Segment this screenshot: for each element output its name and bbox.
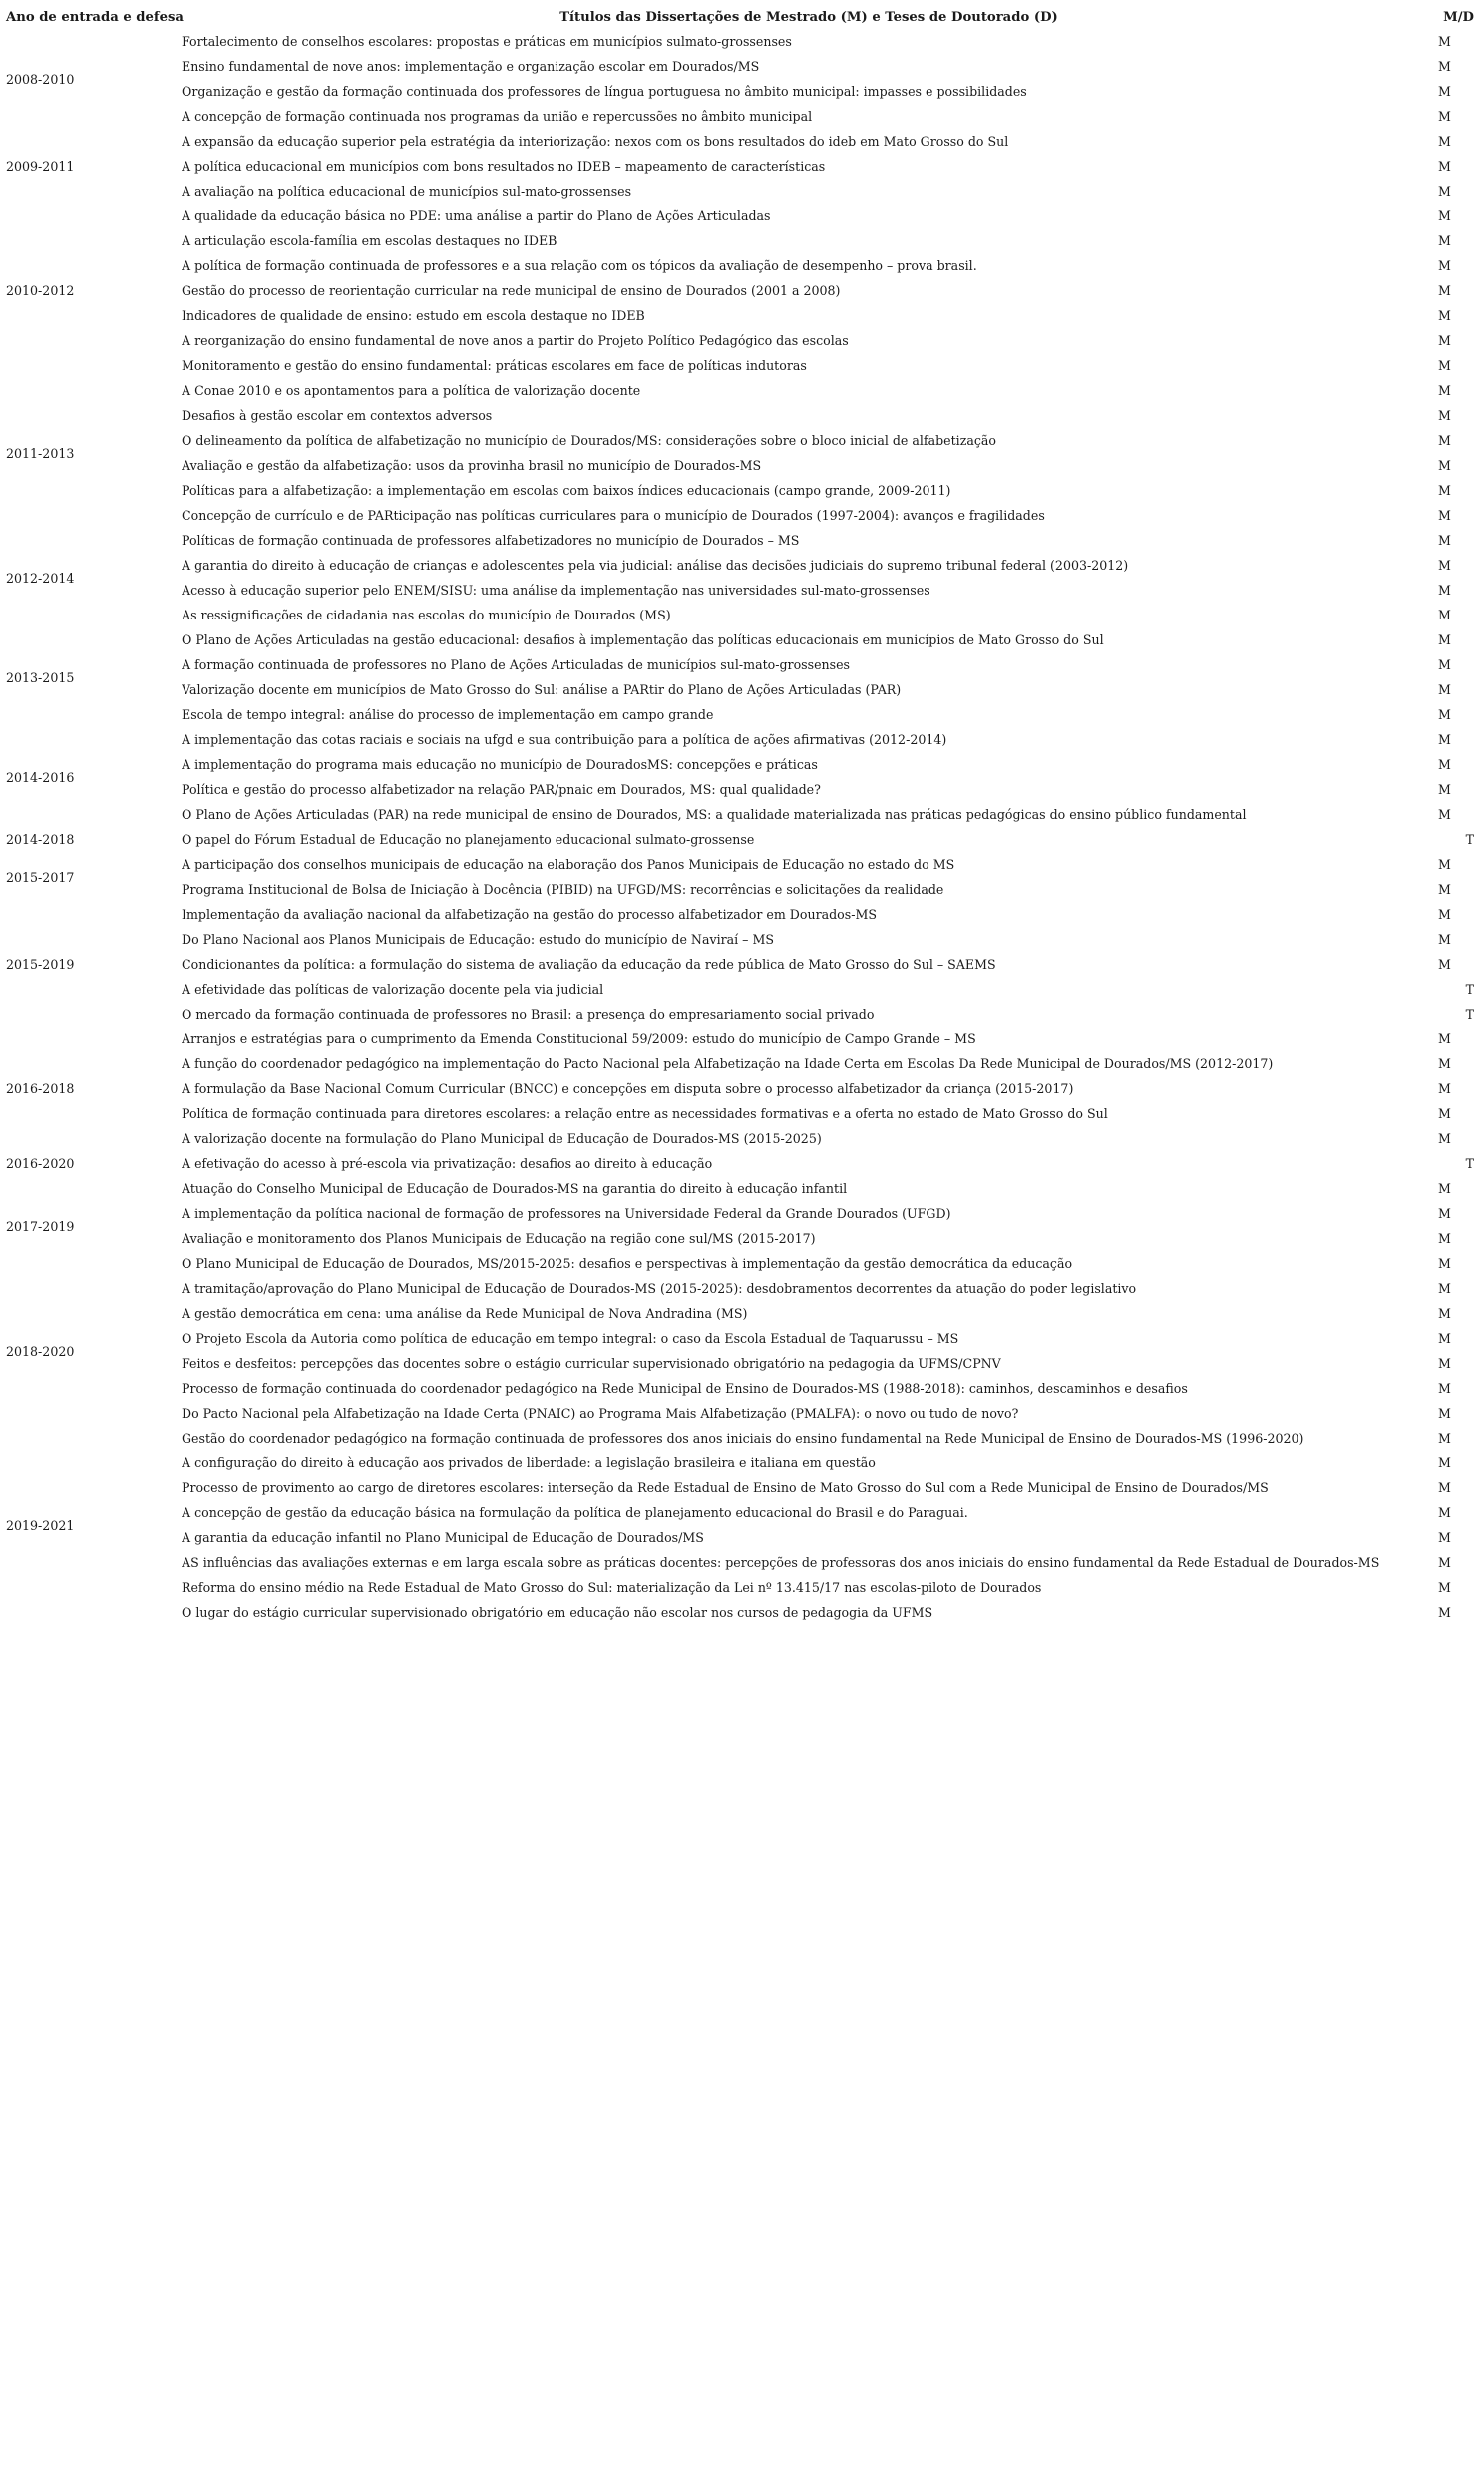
degree-type-cell: M [1438, 957, 1451, 972]
degree-type-cell: M [1438, 1530, 1451, 1545]
degree-type-cell: M [1438, 1406, 1451, 1421]
table-row [6, 1426, 1478, 1450]
title-cell: Avaliação e gestão da alfabetização: usos da provinha brasil no município de Dourados-MS [182, 458, 762, 473]
table-row [6, 1226, 1478, 1251]
title-cell: Processo de provimento ao cargo de diretores escolares: interseção da Rede Estadual de Ensino de Mato Grosso do Sul com a Rede Municipal de Ensino de Dourados/MS [182, 1480, 1269, 1495]
degree-type-cell: M [1438, 258, 1451, 273]
degree-type-cell: M [1438, 1455, 1451, 1470]
degree-type-cell: M [1438, 1381, 1451, 1396]
degree-type-cell: M [1438, 308, 1451, 323]
degree-type-cell: M [1438, 932, 1451, 947]
year-cell: 2017-2019 [6, 1218, 75, 1234]
degree-type-cell: M [1438, 84, 1451, 99]
table-row [6, 578, 1478, 603]
table-row [6, 1151, 1478, 1176]
degree-type-cell: M [1438, 1555, 1451, 1570]
title-cell: Acesso à educação superior pelo ENEM/SISU: uma análise da implementação nas universidades sul-mato-grossenses [182, 583, 930, 598]
degree-type-cell: M [1438, 757, 1451, 772]
title-cell: A gestão democrática em cena: uma análise da Rede Municipal de Nova Andradina (MS) [182, 1306, 748, 1321]
year-cell: 2015-2017 [6, 869, 75, 885]
degree-type-cell: M [1438, 1431, 1451, 1445]
year-cell: 2016-2020 [6, 1156, 75, 1171]
title-cell: A qualidade da educação básica no PDE: uma análise a partir do Plano de Ações Articuladas [182, 208, 771, 223]
table-row [6, 877, 1478, 902]
degree-type-cell: M [1438, 558, 1451, 573]
title-cell: Política e gestão do processo alfabetizador na relação PAR/pnaic em Dourados, MS: qual qualidade? [182, 782, 821, 797]
table-row [6, 54, 1478, 79]
title-cell: A política educacional em municípios com bons resultados no IDEB – mapeamento de características [182, 159, 826, 174]
degree-type-cell: M [1438, 1580, 1451, 1595]
table-row [6, 927, 1478, 952]
degree-type-cell: M [1438, 159, 1451, 174]
degree-type-cell: M [1438, 1056, 1451, 1071]
degree-type-cell: M [1438, 632, 1451, 647]
degree-type-cell: M [1438, 682, 1451, 697]
table-row [6, 29, 1478, 54]
table-row [6, 129, 1478, 154]
table-row [6, 478, 1478, 503]
degree-type-cell: M [1438, 807, 1451, 822]
table-row [6, 852, 1478, 877]
degree-type-cell: M [1438, 134, 1451, 149]
degree-type-cell: M [1438, 1106, 1451, 1121]
table-row [6, 453, 1478, 478]
title-cell: Do Plano Nacional aos Planos Municipais de Educação: estudo do município de Naviraí – MS [182, 932, 774, 947]
title-cell: A participação dos conselhos municipais de educação na elaboração dos Panos Municipais de Educação no estado do MS [182, 857, 955, 872]
table-row [6, 1251, 1478, 1276]
title-cell: A articulação escola-família em escolas destaques no IDEB [182, 233, 557, 248]
table-row [6, 428, 1478, 453]
title-cell: Atuação do Conselho Municipal de Educação de Dourados-MS na garantia do direito à educação infantil [182, 1181, 848, 1196]
dissertations-table [6, 5, 1478, 1625]
table-row [6, 1475, 1478, 1500]
title-cell: O Plano de Ações Articuladas na gestão educacional: desafios à implementação das políticas educacionais em municípios de Mato Grosso do Sul [182, 632, 1104, 647]
title-cell: A implementação das cotas raciais e sociais na ufgd e sua contribuição para a política de ações afirmativas (2012-2014) [182, 732, 947, 747]
degree-type-cell: M [1438, 59, 1451, 74]
title-cell: A Conae 2010 e os apontamentos para a política de valorização docente [182, 383, 641, 398]
year-cell: 2015-2019 [6, 957, 75, 972]
title-cell: Concepção de currículo e de PARticipação nas políticas curriculares para o município de Dourados (1997-2004): avanços e fragilidades [182, 508, 1045, 523]
table-row [6, 1575, 1478, 1600]
title-cell: A efetivação do acesso à pré-escola via privatização: desafios ao direito à educação [182, 1156, 713, 1171]
degree-type-cell: M [1438, 1206, 1451, 1221]
title-cell: A formulação da Base Nacional Comum Curricular (BNCC) e concepções em disputa sobre o processo alfabetizador da criança (2015-2017) [182, 1081, 1074, 1096]
title-cell: A efetividade das políticas de valorização docente pela via judicial [182, 982, 604, 997]
table-row [6, 1376, 1478, 1401]
title-cell: Programa Institucional de Bolsa de Iniciação à Docência (PIBID) na UFGD/MS: recorrências e solicitações da realidade [182, 882, 944, 897]
table-row [6, 204, 1478, 228]
table-row [6, 1351, 1478, 1376]
degree-type-cell: T [1465, 1156, 1474, 1171]
table-body [6, 29, 1478, 1625]
table-row [6, 1002, 1478, 1027]
table-row [6, 1301, 1478, 1326]
title-cell: A valorização docente na formulação do Plano Municipal de Educação de Dourados-MS (2015-2025) [182, 1131, 822, 1146]
title-cell: A função do coordenador pedagógico na implementação do Pacto Nacional pela Alfabetização na Idade Certa em Escolas Da Rede Municipal de Dourados/MS (2012-2017) [182, 1056, 1274, 1071]
title-cell: A avaliação na política educacional de municípios sul-mato-grossenses [182, 184, 632, 199]
title-cell: Fortalecimento de conselhos escolares: propostas e práticas em municípios sulmato-grossenses [182, 34, 792, 49]
table-row [6, 553, 1478, 578]
table-row [6, 1401, 1478, 1426]
title-cell: A concepção de formação continuada nos programas da união e repercussões no âmbito municipal [182, 109, 813, 124]
table-row [6, 777, 1478, 802]
table-row [6, 902, 1478, 927]
table-row [6, 303, 1478, 328]
title-cell: A reorganização do ensino fundamental de nove anos a partir do Projeto Político Pedagógico das escolas [182, 333, 849, 348]
degree-type-cell: M [1438, 882, 1451, 897]
title-cell: Avaliação e monitoramento dos Planos Municipais de Educação na região cone sul/MS (2015-2017) [182, 1231, 816, 1246]
degree-type-cell: M [1438, 1131, 1451, 1146]
title-cell: AS influências das avaliações externas e em larga escala sobre as práticas docentes: percepções de professoras dos anos iniciais do ensino fundamental da Rede Estadual de Dourados-MS [182, 1555, 1380, 1570]
degree-type-cell: M [1438, 707, 1451, 722]
degree-type-cell: M [1438, 1231, 1451, 1246]
table-row [6, 603, 1478, 627]
year-cell: 2018-2020 [6, 1343, 75, 1359]
degree-type-cell: M [1438, 408, 1451, 423]
title-cell: O lugar do estágio curricular supervisionado obrigatório em educação não escolar nos cursos de pedagogia da UFMS [182, 1605, 933, 1620]
table-row [6, 253, 1478, 278]
year-cell: 2011-2013 [6, 445, 75, 461]
table-row [6, 827, 1478, 852]
year-cell: 2009-2011 [6, 159, 75, 174]
header-md: M/D [1443, 9, 1474, 25]
degree-type-cell: M [1438, 508, 1451, 523]
degree-type-cell: M [1438, 358, 1451, 373]
title-cell: A implementação da política nacional de formação de professores na Universidade Federal da Grande Dourados (UFGD) [182, 1206, 951, 1221]
table-row [6, 179, 1478, 204]
degree-type-cell: M [1438, 657, 1451, 672]
table-row [6, 727, 1478, 752]
table-row [6, 1550, 1478, 1575]
header-row [6, 5, 1478, 29]
degree-type-cell: M [1438, 907, 1451, 922]
title-cell: Ensino fundamental de nove anos: implementação e organização escolar em Dourados/MS [182, 59, 760, 74]
title-cell: Processo de formação continuada do coordenador pedagógico na Rede Municipal de Ensino de Dourados-MS (1988-2018): caminhos, descaminhos e desafios [182, 1381, 1188, 1396]
degree-type-cell: M [1438, 233, 1451, 248]
year-cell: 2014-2018 [6, 832, 75, 847]
table-row [6, 1500, 1478, 1525]
title-cell: A tramitação/aprovação do Plano Municipal de Educação de Dourados-MS (2015-2025): desdobramentos decorrentes da atuação do poder legislativo [182, 1281, 1137, 1296]
degree-type-cell: M [1438, 483, 1451, 498]
title-cell: Monitoramento e gestão do ensino fundamental: práticas escolares em face de políticas indutoras [182, 358, 807, 373]
title-cell: Organização e gestão da formação continuada dos professores de língua portuguesa no âmbito municipal: impasses e possibilidades [182, 84, 1027, 99]
degree-type-cell: M [1438, 208, 1451, 223]
degree-type-cell: M [1438, 1032, 1451, 1046]
header-year: Ano de entrada e defesa [6, 9, 184, 25]
title-cell: A expansão da educação superior pela estratégia da interiorização: nexos com os bons resultados do ideb em Mato Grosso do Sul [182, 134, 1009, 149]
title-cell: O Projeto Escola da Autoria como política de educação em tempo integral: o caso da Escola Estadual de Taquarussu – MS [182, 1331, 959, 1346]
year-cell: 2016-2018 [6, 1081, 75, 1096]
degree-type-cell: M [1438, 608, 1451, 622]
table-row [6, 1051, 1478, 1076]
title-cell: A formação continuada de professores no Plano de Ações Articuladas de municípios sul-mato-grossenses [182, 657, 851, 672]
year-cell: 2019-2021 [6, 1517, 75, 1533]
title-cell: As ressignificações de cidadania nas escolas do município de Dourados (MS) [182, 608, 671, 622]
degree-type-cell: T [1465, 832, 1474, 847]
degree-type-cell: M [1438, 433, 1451, 448]
table-row [6, 627, 1478, 652]
year-cell: 2012-2014 [6, 570, 75, 586]
title-cell: A política de formação continuada de professores e a sua relação com os tópicos da avaliação de desempenho – prova brasil. [182, 258, 977, 273]
year-cell: 2014-2016 [6, 769, 75, 785]
table-row [6, 353, 1478, 378]
degree-type-cell: M [1438, 1281, 1451, 1296]
degree-type-cell: M [1438, 583, 1451, 598]
degree-type-cell: M [1438, 383, 1451, 398]
degree-type-cell: M [1438, 283, 1451, 298]
title-cell: Valorização docente em municípios de Mato Grosso do Sul: análise a PARtir do Plano de Ações Articuladas (PAR) [182, 682, 902, 697]
table-row [6, 1600, 1478, 1625]
degree-type-cell: M [1438, 1081, 1451, 1096]
table-row [6, 378, 1478, 403]
title-cell: O mercado da formação continuada de professores no Brasil: a presença do empresariamento social privado [182, 1007, 875, 1022]
table-row [6, 528, 1478, 553]
table-row [6, 228, 1478, 253]
degree-type-cell: M [1438, 1605, 1451, 1620]
degree-type-cell: M [1438, 109, 1451, 124]
title-cell: Indicadores de qualidade de ensino: estudo em escola destaque no IDEB [182, 308, 645, 323]
table-row [6, 1450, 1478, 1475]
table-row [6, 1027, 1478, 1051]
title-cell: Condicionantes da política: a formulação do sistema de avaliação da educação da rede pública de Mato Grosso do Sul – SAEMS [182, 957, 996, 972]
table-row [6, 1101, 1478, 1126]
table-row [6, 328, 1478, 353]
degree-type-cell: M [1438, 34, 1451, 49]
degree-type-cell: M [1438, 1256, 1451, 1271]
degree-type-cell: M [1438, 732, 1451, 747]
table-row [6, 652, 1478, 677]
table-row [6, 503, 1478, 528]
title-cell: A concepção de gestão da educação básica na formulação da política de planejamento educacional do Brasil e do Paraguai. [182, 1505, 968, 1520]
degree-type-cell: T [1465, 1007, 1474, 1022]
degree-type-cell: T [1465, 982, 1474, 997]
title-cell: Feitos e desfeitos: percepções das docentes sobre o estágio curricular supervisionado obrigatório na pedagogia da UFMS/CPNV [182, 1356, 1001, 1371]
degree-type-cell: M [1438, 857, 1451, 872]
table-row [6, 1076, 1478, 1101]
degree-type-cell: M [1438, 1181, 1451, 1196]
title-cell: Gestão do coordenador pedagógico na formação continuada de professores dos anos iniciais do ensino fundamental na Rede Municipal de Ensino de Dourados-MS (1996-2020) [182, 1431, 1304, 1445]
title-cell: Implementação da avaliação nacional da alfabetização na gestão do processo alfabetizador em Dourados-MS [182, 907, 878, 922]
table-row [6, 1326, 1478, 1351]
table-row [6, 977, 1478, 1002]
degree-type-cell: M [1438, 782, 1451, 797]
degree-type-cell: M [1438, 1505, 1451, 1520]
degree-type-cell: M [1438, 1480, 1451, 1495]
title-cell: A configuração do direito à educação aos privados de liberdade: a legislação brasileira e italiana em questão [182, 1455, 876, 1470]
degree-type-cell: M [1438, 1331, 1451, 1346]
title-cell: Escola de tempo integral: análise do processo de implementação em campo grande [182, 707, 714, 722]
title-cell: Desafios à gestão escolar em contextos adversos [182, 408, 493, 423]
table-row [6, 1525, 1478, 1550]
table-row [6, 154, 1478, 179]
table-row [6, 1126, 1478, 1151]
degree-type-cell: M [1438, 1356, 1451, 1371]
table-row [6, 702, 1478, 727]
degree-type-cell: M [1438, 458, 1451, 473]
degree-type-cell: M [1438, 1306, 1451, 1321]
title-cell: A implementação do programa mais educação no município de DouradosMS: concepções e práticas [182, 757, 818, 772]
table-row [6, 952, 1478, 977]
title-cell: O Plano de Ações Articuladas (PAR) na rede municipal de ensino de Dourados, MS: a qualidade materializada nas práticas pedagógicas do ensino público fundamental [182, 807, 1247, 822]
title-cell: Reforma do ensino médio na Rede Estadual de Mato Grosso do Sul: materialização da Lei nº 13.415/17 nas escolas-piloto de Dourados [182, 1580, 1042, 1595]
table-row [6, 802, 1478, 827]
title-cell: A garantia da educação infantil no Plano Municipal de Educação de Dourados/MS [182, 1530, 704, 1545]
year-cell: 2010-2012 [6, 283, 75, 298]
table-row [6, 104, 1478, 129]
title-cell: O Plano Municipal de Educação de Dourados, MS/2015-2025: desafios e perspectivas à implementação da gestão democrática da educação [182, 1256, 1073, 1271]
title-cell: Do Pacto Nacional pela Alfabetização na Idade Certa (PNAIC) ao Programa Mais Alfabetização (PMALFA): o novo ou tudo de novo? [182, 1406, 1019, 1421]
table-row [6, 1276, 1478, 1301]
title-cell: Políticas de formação continuada de professores alfabetizadores no município de Dourados – MS [182, 533, 800, 548]
degree-type-cell: M [1438, 184, 1451, 199]
title-cell: O papel do Fórum Estadual de Educação no planejamento educacional sulmato-grossense [182, 832, 755, 847]
title-cell: Política de formação continuada para diretores escolares: a relação entre as necessidades formativas e a oferta no estado de Mato Grosso do Sul [182, 1106, 1108, 1121]
table-row [6, 1176, 1478, 1201]
degree-type-cell: M [1438, 333, 1451, 348]
table-row [6, 752, 1478, 777]
title-cell: Arranjos e estratégias para o cumprimento da Emenda Constitucional 59/2009: estudo do município de Campo Grande – MS [182, 1032, 976, 1046]
table-row [6, 278, 1478, 303]
degree-type-cell: M [1438, 533, 1451, 548]
table-row [6, 677, 1478, 702]
table-row [6, 1201, 1478, 1226]
header-title: Títulos das Dissertações de Mestrado (M) e Teses de Doutorado (D) [559, 9, 1058, 25]
title-cell: Políticas para a alfabetização: a implementação em escolas com baixos índices educacionais (campo grande, 2009-2011) [182, 483, 951, 498]
table-row [6, 403, 1478, 428]
year-cell: 2013-2015 [6, 669, 75, 685]
title-cell: Gestão do processo de reorientação curricular na rede municipal de ensino de Dourados (2001 a 2008) [182, 283, 841, 298]
title-cell: O delineamento da política de alfabetização no município de Dourados/MS: considerações sobre o bloco inicial de alfabetização [182, 433, 996, 448]
table-row [6, 79, 1478, 104]
year-cell: 2008-2010 [6, 71, 75, 87]
title-cell: A garantia do direito à educação de crianças e adolescentes pela via judicial: análise das decisões judiciais do supremo tribunal federal (2003-2012) [182, 558, 1129, 573]
